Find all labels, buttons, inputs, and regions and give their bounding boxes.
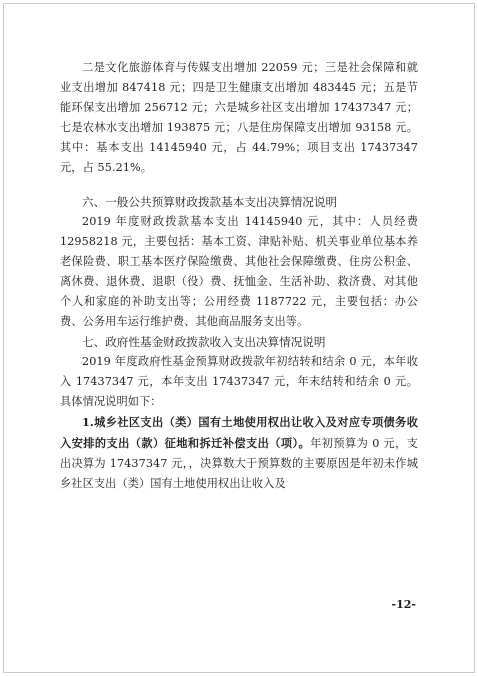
spacer <box>60 178 418 192</box>
page-number: -12- <box>391 598 416 611</box>
section-7-item-1 <box>60 412 418 494</box>
item-1-title: 1.城乡社区支出（类）国有土地使用权出让收入及对应专项债务收入安排的支出（款）征地和拆迁补偿支出（项）。 <box>60 415 418 450</box>
section-6-heading: 六、一般公共预算财政拨款基本支出决算情况说明 <box>82 195 338 209</box>
item-1-text: 年初预算为 0 元，支出决算为 17437347 元，，决算数大于预算数的主要原因是年初未作城乡社区支出（类）国有土地使用权出让收入及 <box>60 437 418 490</box>
document-body <box>60 58 418 494</box>
section-6-body: 2019 年度财政拨款基本支出 14145940 元，其中：人员经费 12958218 元，主要包括：基本工资、津贴补贴、机关事业单位基本养老保险费、职工基本医疗保险缴费、其他社会保障缴费、住房公积金、离休费、退休费、退职（役）费、抚恤金、生活补助、救济费、对其他个人和家庭的补助支出等；公用经费 1187722 元，主要包括：办公费、公务用车运行维护费、其他商品服务支出等。 <box>60 215 418 328</box>
intro-paragraph: 二是文化旅游体育与传媒支出增加 22059 元；三是社会保障和就业支出增加 847418 元；四是卫生健康支出增加 483445 元；五是节能环保支出增加 256712 元；六是城乡社区支出增加 17437347 元；七是农林水支出增加 193875 元；八是住房保障支出增加 93158 元。其中：基本支出 14145940 元，占 44.79%；项目支出 17437347 元，占 55.21%。 <box>60 61 418 174</box>
section-7-body: 2019 年度政府性基金预算财政拨款年初结转和结余 0 元，本年收入 17437347 元，本年支出 17437347 元，年末结转和结余 0 元。具体情况说明如下： <box>60 355 418 408</box>
section-7-heading: 七、政府性基金财政拨款收入支出决算情况说明 <box>82 335 326 349</box>
